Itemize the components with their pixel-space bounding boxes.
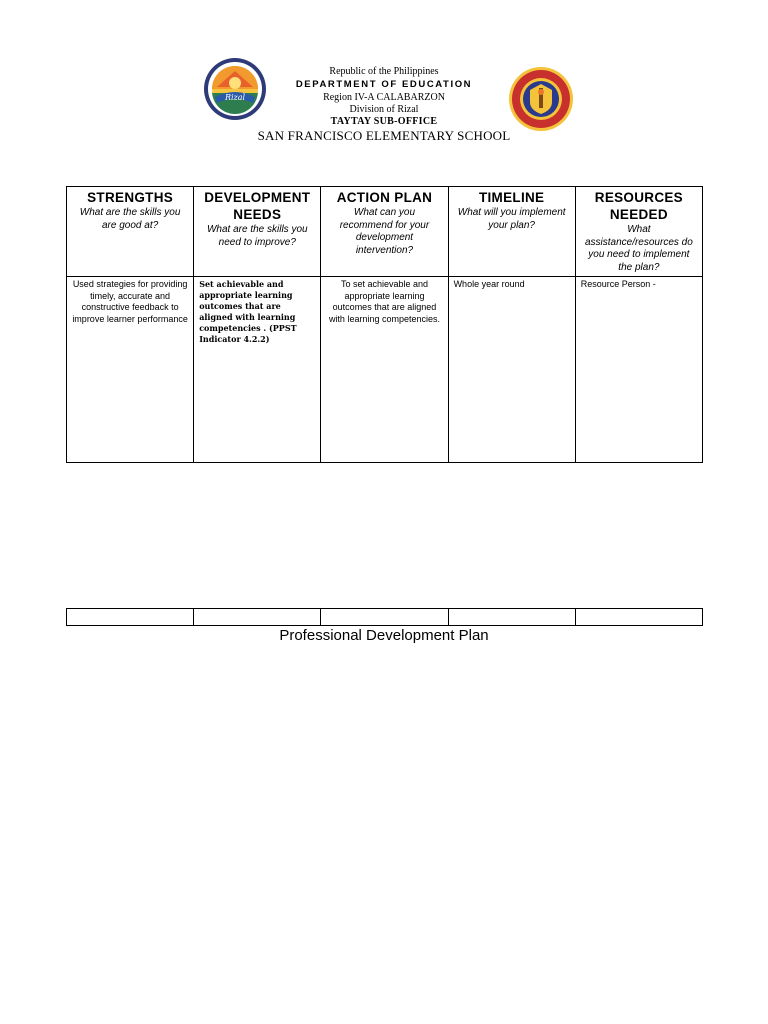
column-title: ACTION PLAN xyxy=(336,190,433,205)
table-row xyxy=(67,609,703,626)
column-title: STRENGTHS xyxy=(87,190,174,205)
department-line: DEPARTMENT OF EDUCATION xyxy=(295,79,473,90)
column-subtitle: What are the skills you are good at? xyxy=(79,207,181,231)
empty-table-row xyxy=(66,608,703,626)
column-header-timeline xyxy=(448,187,575,277)
development-plan-table xyxy=(66,186,703,463)
empty-cell xyxy=(194,609,321,626)
cell-text: Set achievable and appropriate learning outcomes that are aligned with learning competencies . (PPST Indicator 4.2.2) xyxy=(199,279,297,344)
cell-text: Whole year round xyxy=(453,279,525,289)
column-subtitle: What will you implement your plan? xyxy=(457,207,566,231)
cell-action-plan xyxy=(321,277,448,463)
column-header-resources xyxy=(575,187,702,277)
office-line: TAYTAY SUB-OFFICE xyxy=(330,116,438,127)
column-title: DEVELOPMENT NEEDS xyxy=(204,190,311,222)
cell-timeline xyxy=(448,277,575,463)
table-header-row xyxy=(67,187,703,277)
region-line: Region IV-A CALABARZON xyxy=(323,92,445,103)
cell-text: To set achievable and appropriate learning outcomes that are aligned with learning competencies. xyxy=(328,279,440,324)
column-header-action-plan xyxy=(321,187,448,277)
cell-text: Resource Person - xyxy=(580,279,656,289)
column-title: TIMELINE xyxy=(478,190,545,205)
logo-text: Rizal xyxy=(224,93,246,102)
table-row xyxy=(67,277,703,463)
empty-cell xyxy=(575,609,702,626)
cell-strengths xyxy=(67,277,194,463)
republic-line: Republic of the Philippines xyxy=(329,66,439,77)
document-header xyxy=(0,0,768,150)
empty-cell xyxy=(321,609,448,626)
empty-cell xyxy=(67,609,194,626)
school-name: SAN FRANCISCO ELEMENTARY SCHOOL xyxy=(257,128,511,143)
column-subtitle: What can you recommend for your development intervention? xyxy=(339,207,430,256)
column-header-development-needs xyxy=(194,187,321,277)
plan-title: Professional Development Plan xyxy=(279,627,489,644)
column-subtitle: What assistance/resources do you need to implement the plan? xyxy=(584,224,693,273)
division-line: Division of Rizal xyxy=(349,104,419,115)
empty-cell xyxy=(448,609,575,626)
column-header-strengths xyxy=(67,187,194,277)
cell-text: Used strategies for providing timely, accurate and constructive feedback to improve learner performance xyxy=(72,279,188,324)
column-subtitle: What are the skills you need to improve? xyxy=(206,224,308,248)
cell-development-needs xyxy=(194,277,321,463)
column-title: RESOURCES NEEDED xyxy=(594,190,683,222)
cell-resources xyxy=(575,277,702,463)
